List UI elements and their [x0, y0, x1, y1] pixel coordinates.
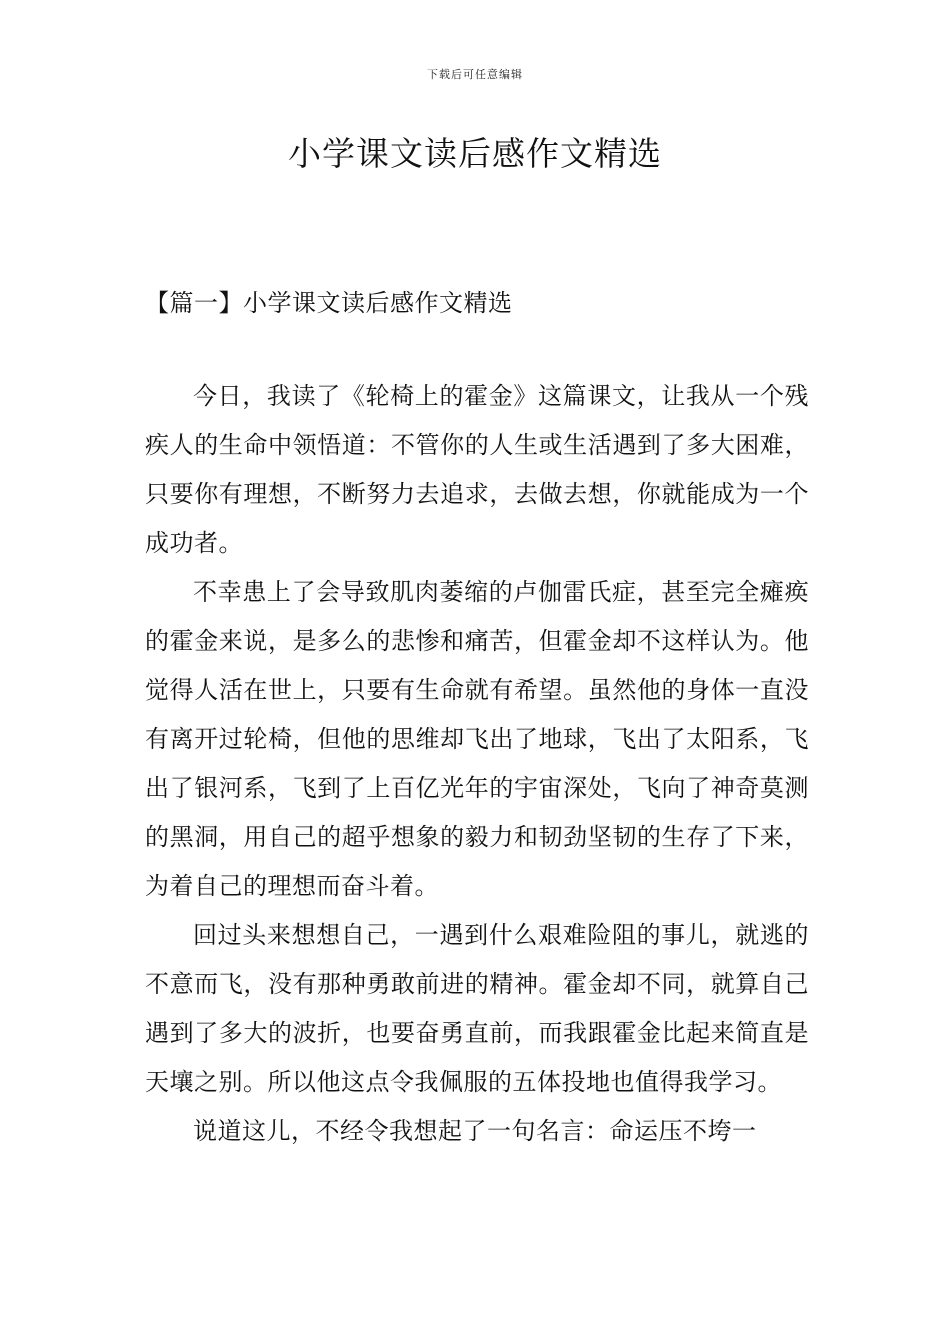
paragraph: 不幸患上了会导致肌肉萎缩的卢伽雷氏症，甚至完全瘫痪的霍金来说，是多么的悲惨和痛苦，但霍金却不这样认为。他觉得人活在世上，只要有生命就有希望。虽然他的身体一直没有离开过轮椅，但他的思维却飞出了地球，飞出了太阳系，飞出了银河系，飞到了上百亿光年的宇宙深处，飞向了神奇莫测的黑洞，用自己的超乎想象的毅力和韧劲坚韧的生存了下来，为着自己的理想而奋斗着。	[145, 578, 809, 900]
document-title: 小学课文读后感作文精选	[288, 134, 662, 173]
body-text	[145, 372, 809, 1156]
paragraph: 说道这儿，不经令我想起了一句名言：命运压不垮一	[193, 1117, 757, 1145]
section-heading: 【篇一】小学课文读后感作文精选	[145, 289, 513, 317]
paragraph: 今日，我读了《轮椅上的霍金》这篇课文，让我从一个残疾人的生命中领悟道：不管你的人生或生活遇到了多大困难，只要你有理想，不断努力去追求，去做去想，你就能成为一个成功者。	[145, 382, 809, 557]
paragraph: 回过头来想想自己，一遇到什么艰难险阻的事儿，就逃的不意而飞，没有那种勇敢前进的精神。霍金却不同，就算自己遇到了多大的波折，也要奋勇直前，而我跟霍金比起来简直是天壤之别。所以他这点令我佩服的五体投地也值得我学习。	[145, 921, 809, 1096]
header-note: 下载后可任意编辑	[427, 68, 523, 81]
